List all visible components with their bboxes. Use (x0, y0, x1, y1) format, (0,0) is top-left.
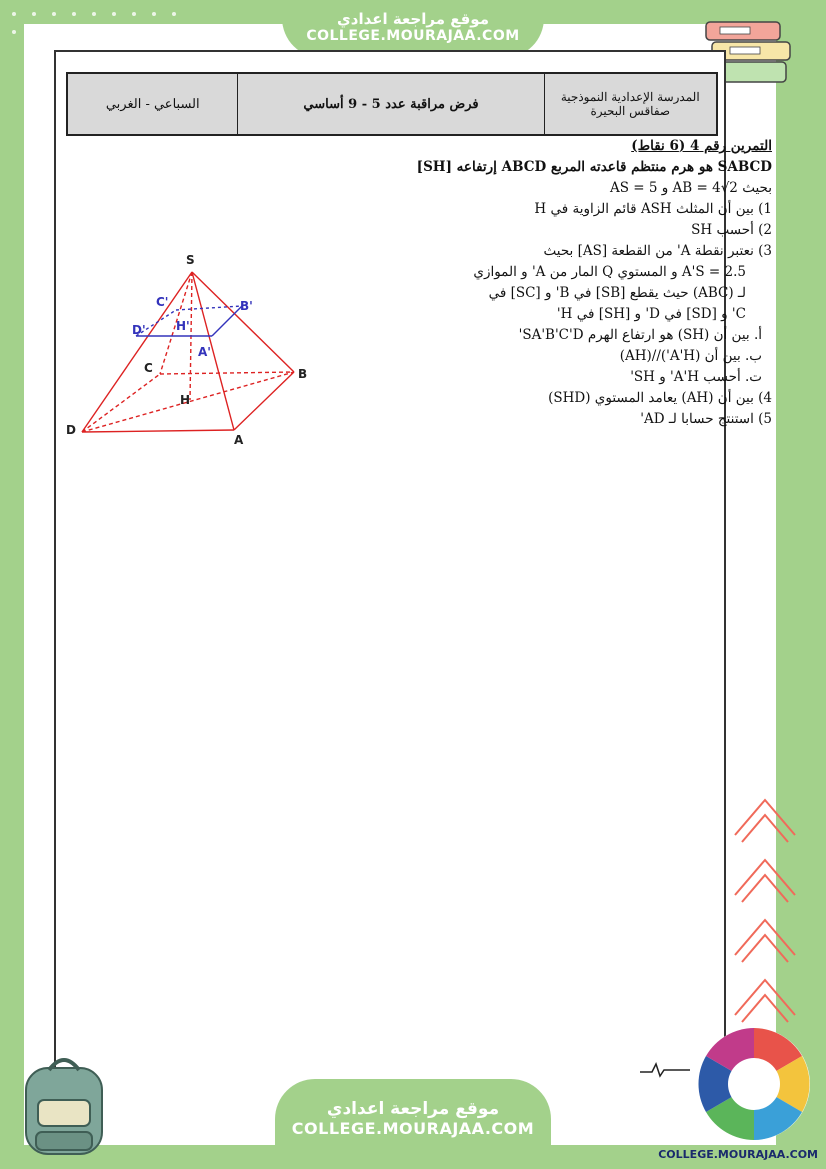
bottom-brand-arabic: موقع مراجعة اعدادي (326, 1099, 500, 1119)
exercise-line-12: 4) بين أن (AH) يعامد المستوي (SHD) (548, 390, 772, 406)
exercise-line-2: بحيث AB = 4√2 و AS = 5 (609, 180, 772, 196)
decorative-dots (4, 6, 204, 46)
page-corner-mark (640, 1060, 690, 1080)
edge-SD (82, 272, 192, 432)
exercise-line-11: ت. أحسب A'H' و SH' (630, 369, 762, 385)
label-D: D (66, 423, 76, 437)
header-school: المدرسة الإعدادية النموذجية صفاقس البحيرة (560, 90, 700, 118)
label-Bp: B' (240, 299, 253, 313)
label-Dp: D' (132, 323, 146, 337)
pyramid-diagram (62, 248, 322, 448)
chevron-decoration-icon (730, 790, 800, 1030)
edge-CB (160, 372, 294, 374)
exercise-line-5: 3) نعتبر نقطة A' من القطعة [AS] بحيث (543, 243, 772, 259)
header-teacher: السباعي - الغربي (68, 74, 238, 134)
edge-ApBp (212, 306, 242, 336)
label-Hp: H' (176, 319, 190, 333)
exercise-line-1: SABCD هو هرم منتظم قاعدته المربع ABCD إرتفاعه [SH] (416, 159, 772, 175)
label-S: S (186, 253, 195, 267)
bottom-brand-banner (275, 1079, 551, 1169)
edge-CpBp (176, 306, 242, 310)
exam-header-table (66, 72, 718, 136)
label-Ap: A' (198, 345, 211, 359)
exercise-line-9: أ. بين أن (SH) هو ارتفاع الهرم SA'B'C'D' (518, 327, 762, 343)
backpack-icon (14, 1050, 114, 1160)
exercise-line-6: A'S = 2.5 و المستوي Q المار من A' و الموازي (473, 264, 746, 280)
logo-url[interactable]: COLLEGE.MOURAJAA.COM (658, 1148, 818, 1161)
exercise-line-3: 1) بين أن المثلث ASH قائم الزاوية في H (534, 201, 772, 217)
bottom-brand-url[interactable]: COLLEGE.MOURAJAA.COM (291, 1119, 535, 1138)
label-C: C (144, 361, 153, 375)
exercise-line-10: ب. بين أن (A'H')//(AH) (619, 348, 762, 364)
exercise-line-4: 2) أحسب SH (691, 222, 772, 238)
top-brand-arabic: موقع مراجعة اعدادي (337, 10, 489, 28)
exercise-title: التمرين رقم 4 (6 نقاط) (631, 138, 772, 154)
label-H: H (180, 393, 191, 407)
site-logo-icon (694, 1024, 814, 1144)
exercise-line-8: C' و [SD] في D' و [SH] في H' (556, 306, 746, 322)
frame-left (0, 0, 24, 1169)
header-exam-title: فرض مراقبة عدد 5 - 9 أساسي (238, 74, 544, 134)
label-B: B (298, 367, 308, 381)
top-brand-url[interactable]: COLLEGE.MOURAJAA.COM (306, 28, 520, 44)
exercise-line-13: 5) استنتج حسابا لـ AD' (640, 411, 772, 427)
exercise-content (352, 136, 772, 430)
label-A: A (234, 433, 244, 447)
label-Cp: C' (156, 295, 169, 309)
edge-DA (82, 430, 234, 432)
edge-DC (82, 374, 160, 432)
exercise-line-7: لـ (ABC) حيث يقطع [SB] في B' و [SC] في (488, 285, 746, 301)
